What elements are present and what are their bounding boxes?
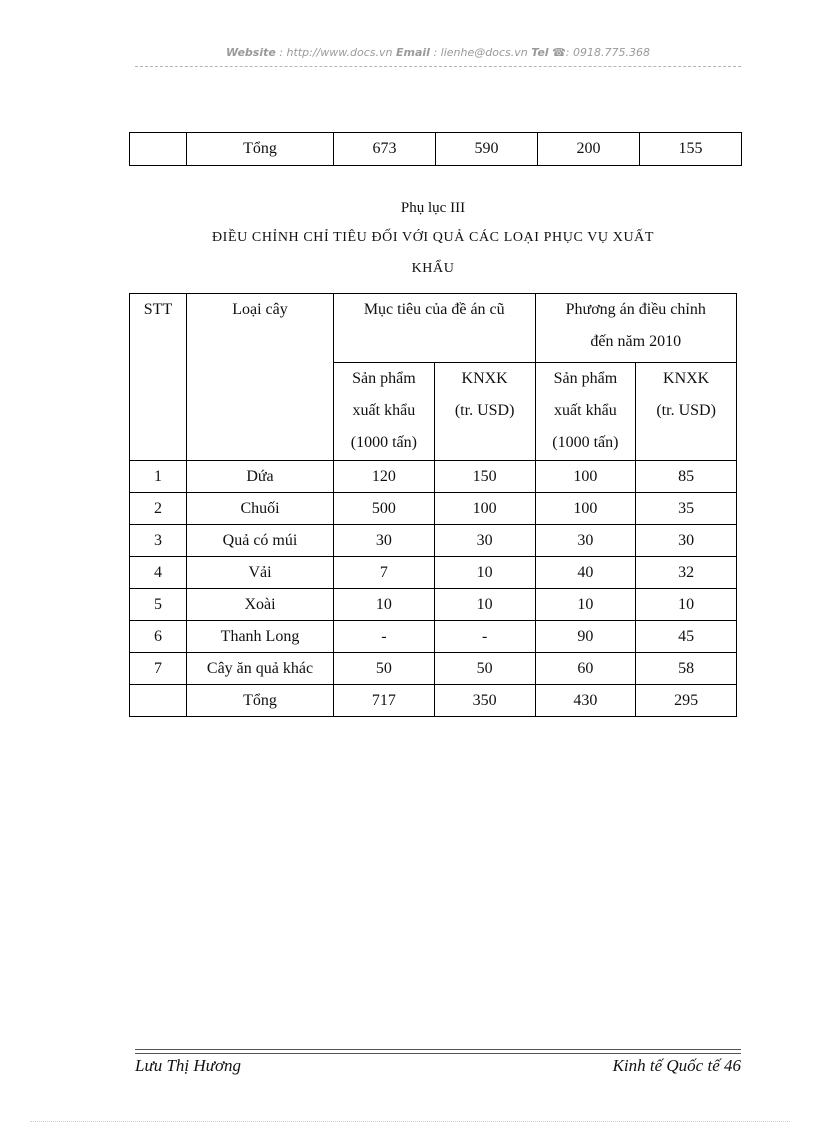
table-cell: 45: [636, 621, 737, 653]
table-cell: 35: [636, 493, 737, 525]
subheader-text: (tr. USD): [656, 402, 716, 419]
table-cell: 30: [636, 525, 737, 557]
table-cell: 590: [436, 133, 538, 166]
table-cell: 150: [434, 461, 535, 493]
table-cell: 430: [535, 685, 636, 717]
table-cell: 7: [334, 557, 435, 589]
table-cell: -: [334, 621, 435, 653]
subheader-text: (1000 tấn): [552, 434, 619, 451]
email-value[interactable]: : lienhe@docs.vn: [429, 46, 532, 59]
table-row: [130, 621, 737, 653]
export-target-table: [129, 293, 737, 717]
table-cell: 10: [636, 589, 737, 621]
table-cell: 100: [434, 493, 535, 525]
table-cell: Thanh Long: [187, 621, 334, 653]
table-cell: 100: [535, 493, 636, 525]
subheader-text: Sản phẩm: [352, 370, 416, 387]
header-stt: STT: [130, 294, 187, 461]
table-cell: 4: [130, 557, 187, 589]
table-cell: Vải: [187, 557, 334, 589]
subheader-old-product: [334, 363, 435, 461]
appendix-title-line2: KHẨU: [411, 261, 455, 276]
table-cell: 6: [130, 621, 187, 653]
table-cell: 120: [334, 461, 435, 493]
table-cell: 10: [434, 557, 535, 589]
website-label: Website: [226, 46, 276, 59]
table-row: [130, 525, 737, 557]
table-cell: 10: [535, 589, 636, 621]
table-cell: 30: [434, 525, 535, 557]
table-cell: Tổng: [187, 133, 334, 166]
table-cell: 500: [334, 493, 435, 525]
table-row: [130, 133, 742, 166]
table-cell: 50: [334, 653, 435, 685]
website-value[interactable]: : http://www.docs.vn: [275, 46, 397, 59]
table-cell: 90: [535, 621, 636, 653]
table-cell: 673: [334, 133, 436, 166]
appendix-title-line1: ĐIỀU CHỈNH CHỈ TIÊU ĐỐI VỚI QUẢ CÁC LOẠI PHỤC VỤ XUẤT: [211, 230, 655, 245]
tel-label: Tel: [531, 46, 549, 59]
table-cell: 155: [640, 133, 742, 166]
table-cell: 5: [130, 589, 187, 621]
table-cell: 7: [130, 653, 187, 685]
table-cell: 60: [535, 653, 636, 685]
table-cell: 10: [334, 589, 435, 621]
table-cell: Xoài: [187, 589, 334, 621]
continued-table-total: [129, 132, 742, 166]
subheader-text: xuất khẩu: [352, 402, 416, 419]
table-row: [130, 557, 737, 589]
table-cell: 100: [535, 461, 636, 493]
table-cell: 717: [334, 685, 435, 717]
table-total-row: [130, 685, 737, 717]
table-cell: 30: [334, 525, 435, 557]
page-bottom-edge: [30, 1121, 790, 1122]
table-cell: Dứa: [187, 461, 334, 493]
header-new-plan: [535, 294, 737, 363]
tel-value: : 0918.775.368: [565, 46, 650, 59]
subheader-old-knxk: [434, 363, 535, 461]
table-cell: 32: [636, 557, 737, 589]
subheader-text: (tr. USD): [454, 402, 515, 419]
table-row: [130, 461, 737, 493]
footer-divider: [135, 1049, 741, 1050]
table-row: [130, 493, 737, 525]
table-cell: 40: [535, 557, 636, 589]
table-row: [130, 589, 737, 621]
table-cell: 2: [130, 493, 187, 525]
subheader-text: Sản phẩm: [553, 370, 618, 387]
footer-divider: [135, 1053, 741, 1054]
footer-author: Lưu Thị Hương: [135, 1056, 242, 1075]
table-header-row: [130, 294, 737, 363]
footer-class-page: Kinh tế Quốc tế 46: [612, 1056, 741, 1075]
table-cell: Cây ăn quả khác: [187, 653, 334, 685]
phone-icon: ☎: [552, 46, 566, 59]
subheader-new-knxk: [636, 363, 737, 461]
page-header: [135, 46, 741, 59]
table-cell: 200: [538, 133, 640, 166]
table-cell: 58: [636, 653, 737, 685]
subheader-new-product: [535, 363, 636, 461]
table-cell: Quả có múi: [187, 525, 334, 557]
table-cell: 3: [130, 525, 187, 557]
table-cell: 85: [636, 461, 737, 493]
header-new-plan-line2: đến năm 2010: [590, 333, 682, 350]
email-label: Email: [396, 46, 430, 59]
subheader-text: KNXK: [461, 370, 508, 387]
header-new-plan-line1: Phương án điều chỉnh: [565, 301, 706, 318]
subheader-text: KNXK: [663, 370, 710, 387]
header-crop: Loại cây: [187, 294, 334, 461]
table-cell: -: [434, 621, 535, 653]
header-old-target: Mục tiêu của đề án cũ: [334, 294, 536, 363]
table-cell: 50: [434, 653, 535, 685]
table-cell: 1: [130, 461, 187, 493]
table-cell: [130, 685, 187, 717]
header-divider: [135, 66, 741, 67]
table-cell: [130, 133, 187, 166]
table-row: [130, 653, 737, 685]
table-cell: 10: [434, 589, 535, 621]
subheader-text: (1000 tấn): [350, 434, 417, 451]
table-cell: 30: [535, 525, 636, 557]
table-cell: Chuối: [187, 493, 334, 525]
table-cell: 350: [434, 685, 535, 717]
appendix-label: Phụ lục III: [400, 200, 466, 216]
table-cell: Tổng: [187, 685, 334, 717]
subheader-text: xuất khẩu: [554, 402, 617, 419]
table-cell: 295: [636, 685, 737, 717]
